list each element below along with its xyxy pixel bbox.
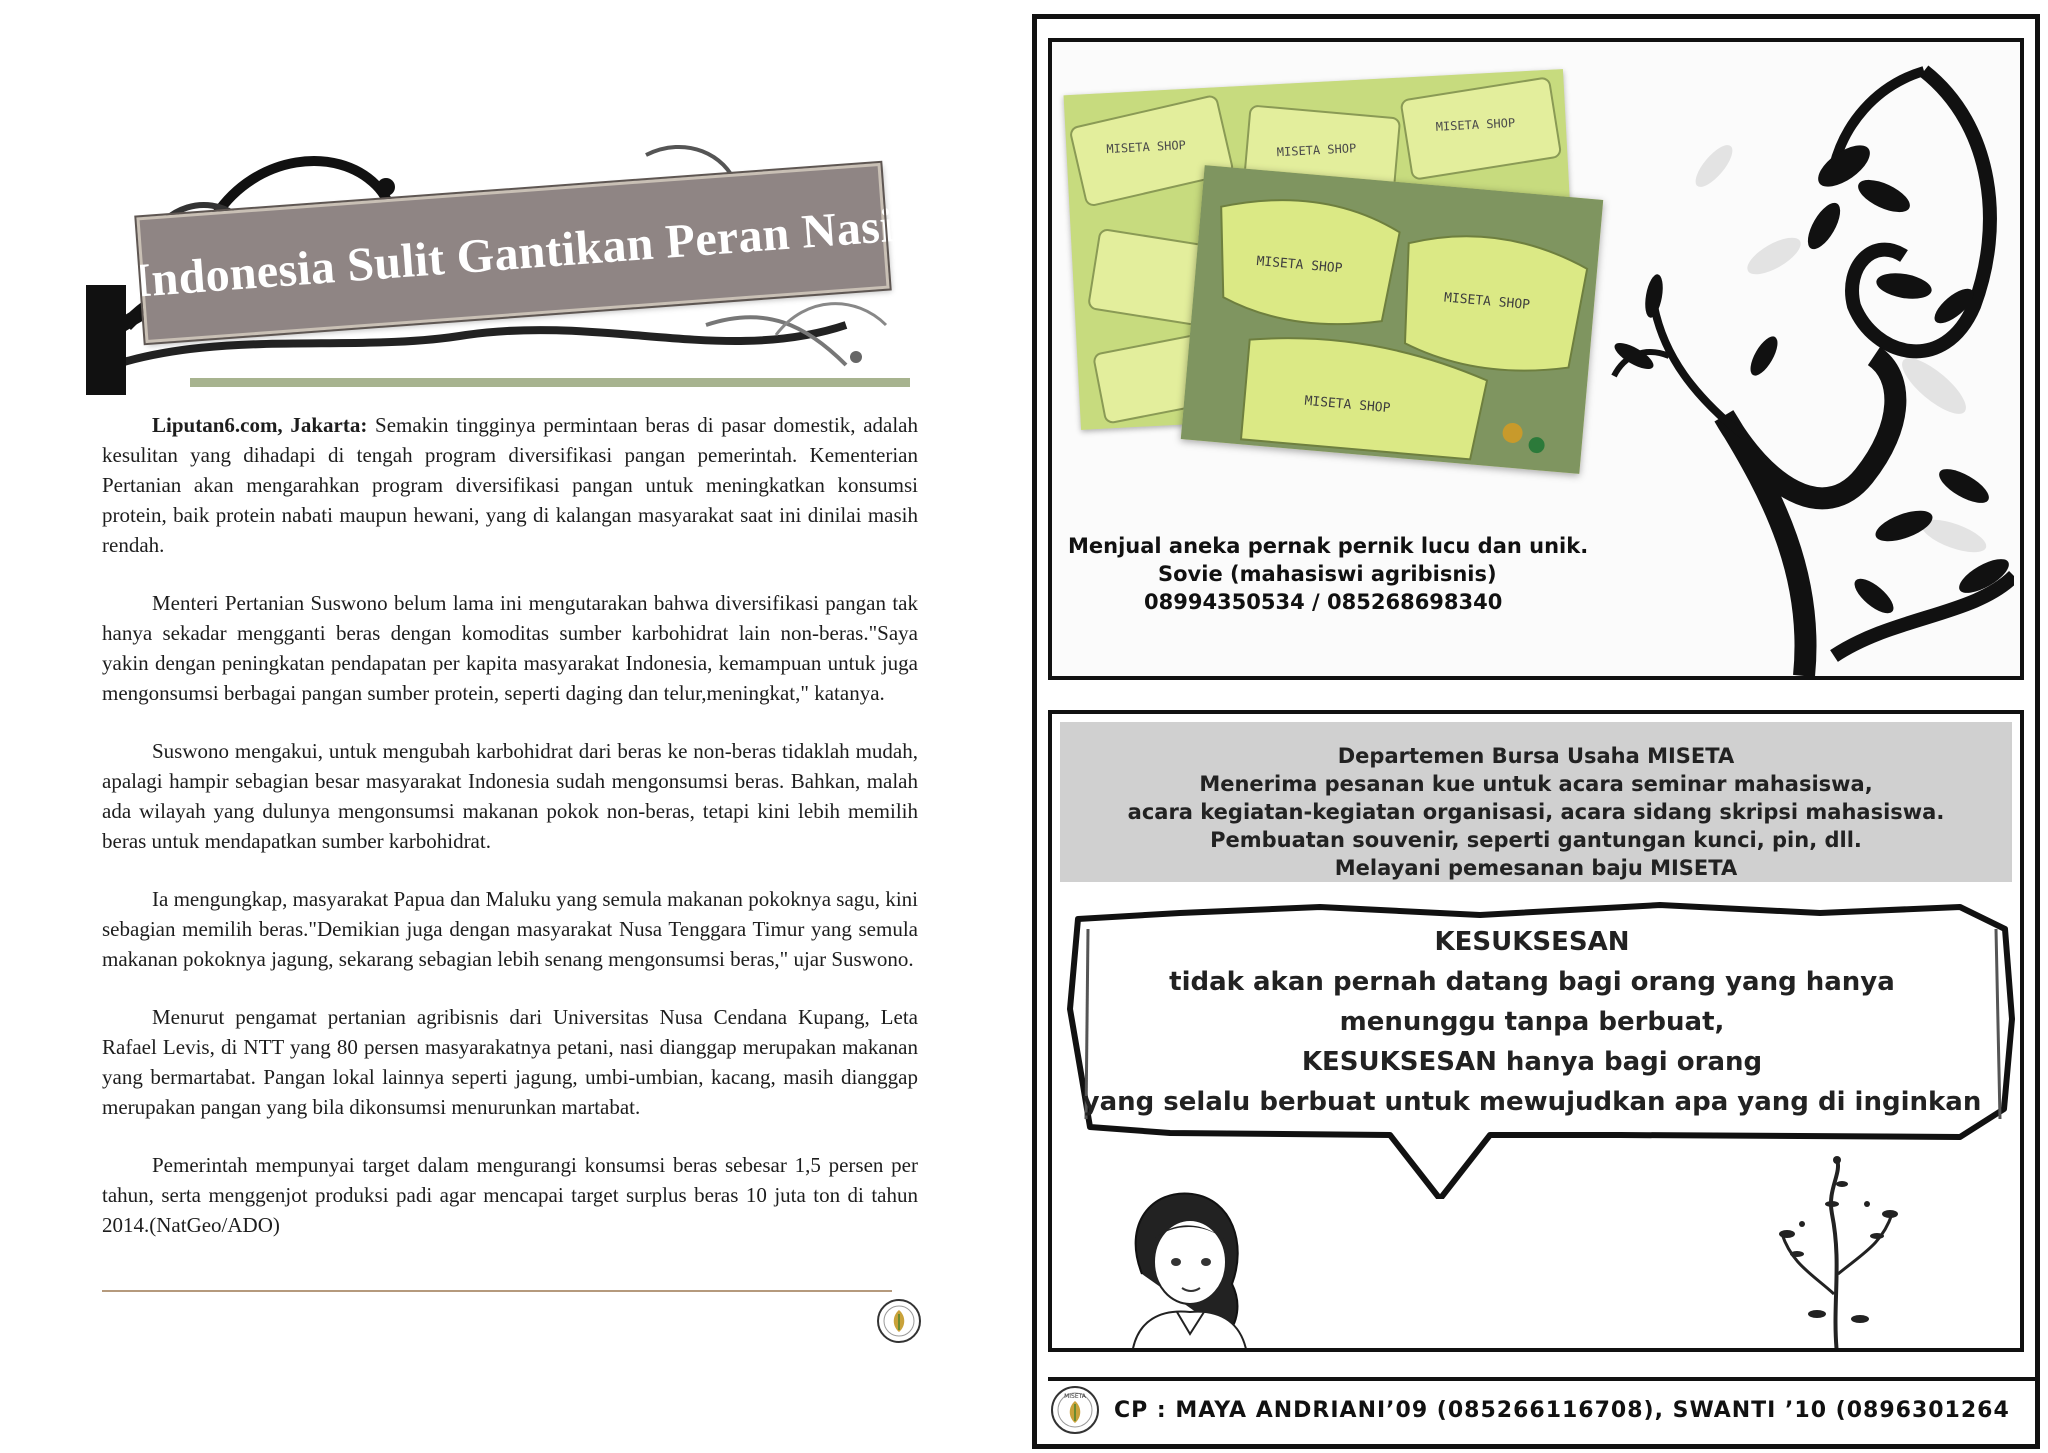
services-line-4: Pembuatan souvenir, seperti gantungan kunci, pin, dll. bbox=[1210, 828, 1862, 852]
product-bags-closeup-image bbox=[1181, 165, 1603, 474]
svg-text:MISETA SHOP: MISETA SHOP bbox=[1443, 290, 1531, 313]
merchandise-panel bbox=[1048, 38, 2024, 680]
miseta-logo-icon bbox=[876, 1298, 922, 1344]
girl-cartoon-illustration bbox=[1112, 1184, 1252, 1352]
services-box bbox=[1060, 722, 2012, 882]
svg-text:MISETA SHOP: MISETA SHOP bbox=[1435, 115, 1516, 134]
article-paragraph-3: Suswono mengakui, untuk mengubah karbohidrat dari beras ke non-beras tidaklah mudah, apalagi hampir sebagian besar masyarakat Indonesia sudah mengonsumsi beras. Bahkan, malah ada wilayah yang dulunya mengonsumsi makanan pokok non-beras, tetapi kini lebih memilih beras untuk mendapatkan sumber karbohidrat. bbox=[102, 739, 918, 853]
services-line-3: acara kegiatan-kegiatan organisasi, acara sidang skripsi mahasiswa. bbox=[1127, 800, 1945, 824]
svg-text:MISETA SHOP: MISETA SHOP bbox=[1106, 137, 1187, 157]
article-end-rule bbox=[102, 1290, 892, 1292]
article-paragraph-4: Ia mengungkap, masyarakat Papua dan Maluku yang semula makanan pokoknya sagu, kini sebagian memilih beras."Demikian juga dengan masyarakat Nusa Tenggara Timur yang semula makanan pokoknya jagung, sekarang sebagian lebih senang mengonsumsi beras," ujar Suswono. bbox=[102, 887, 918, 971]
article-body bbox=[102, 410, 918, 1268]
svg-text:MISETA SHOP: MISETA SHOP bbox=[1276, 141, 1357, 160]
article-paragraph-1 bbox=[102, 410, 918, 560]
quote-line-4: KESUKSESAN hanya bagi orang bbox=[1301, 1047, 1763, 1077]
decorative-plant-illustration bbox=[1772, 1154, 1902, 1352]
article-paragraph-2: Menteri Pertanian Suswono belum lama ini mengutarakan bahwa diversifikasi pangan tak hanya sekadar mengganti beras dengan komoditas sumber karbohidrat lain non-beras."Saya yakin dengan peningkatan pendapatan per kapita masyarakat Indonesia, kemampuan untuk juga mengonsumsi berbagai pangan sumber protein, seperti daging dan telur,meningkat," katanya. bbox=[102, 591, 918, 705]
miseta-logo-icon bbox=[1050, 1385, 1100, 1435]
merchandise-line-1: Menjual aneka pernak pernik lucu dan unik. bbox=[1068, 534, 1589, 558]
product-photo-front bbox=[1181, 165, 1603, 474]
quote-line-2: tidak akan pernah datang bagi orang yang hanya bbox=[1169, 967, 1895, 997]
merchandise-text bbox=[1068, 532, 1668, 616]
svg-text:MISETA SHOP: MISETA SHOP bbox=[1255, 254, 1343, 277]
article-page bbox=[0, 0, 1000, 1453]
article-paragraph-6: Pemerintah mempunyai target dalam mengurangi konsumsi beras sebesar 1,5 persen per tahun, serta menggenjot produksi padi agar mencapai target surplus beras 10 juta ton di tahun 2014.(NatGeo/ADO) bbox=[102, 1153, 918, 1237]
article-lead: Liputan6.com, Jakarta: bbox=[152, 413, 368, 437]
article-paragraph-5: Menurut pengamat pertanian agribisnis dari Universitas Nusa Cendana Kupang, Leta Rafael Levis, di NTT yang 80 persen masyarakatnya petani, nasi dianggap merupakan makanan yang bermartabat. Pangan lokal lainnya seperti jagung, umbi-umbian, kacang, masih dianggap merupakan pangan yang bila dikonsumsi menurunkan martabat. bbox=[102, 1005, 918, 1119]
quote-line-3: menunggu tanpa berbuat, bbox=[1339, 1007, 1725, 1037]
logo-label: MISETA bbox=[1064, 1393, 1086, 1400]
quote-line-1: KESUKSESAN bbox=[1434, 927, 1630, 957]
motivational-quote bbox=[1072, 922, 1992, 1122]
article-title: Indonesia Sulit Gantikan Peran Nasi bbox=[130, 198, 896, 308]
contact-info: CP : MAYA ANDRIANI’09 (085266116708), SWANTI ’10 (0896301264 bbox=[1114, 1397, 2010, 1423]
contact-bar bbox=[1048, 1377, 2040, 1439]
services-line-2: Menerima pesanan kue untuk acara seminar mahasiswa, bbox=[1199, 772, 1873, 796]
title-underline bbox=[190, 378, 910, 387]
merchandise-line-2: Sovie (mahasiswi agribisnis) bbox=[1158, 562, 1497, 586]
services-line-1: Departemen Bursa Usaha MISETA bbox=[1337, 744, 1735, 768]
quote-line-5: yang selalu berbuat untuk mewujudkan apa yang di inginkan bbox=[1082, 1087, 1982, 1117]
article-paragraph-1-text: Semakin tingginya permintaan beras di pasar domestik, adalah kesulitan yang dihadapi di tengah program diversifikasi pangan pemerintah. Kementerian Pertanian akan mengarahkan program diversifikasi pangan untuk meningkatkan konsumsi protein, baik protein nabati maupun hewani, yang di kalangan masyarakat saat ini dinilai masih rendah. bbox=[102, 413, 918, 557]
svg-text:MISETA SHOP: MISETA SHOP bbox=[1303, 393, 1391, 417]
merchandise-phone: 08994350534 / 085268698340 bbox=[1144, 590, 1503, 614]
services-panel bbox=[1048, 710, 2024, 1352]
services-line-5: Melayani pemesanan baju MISETA bbox=[1334, 856, 1738, 880]
